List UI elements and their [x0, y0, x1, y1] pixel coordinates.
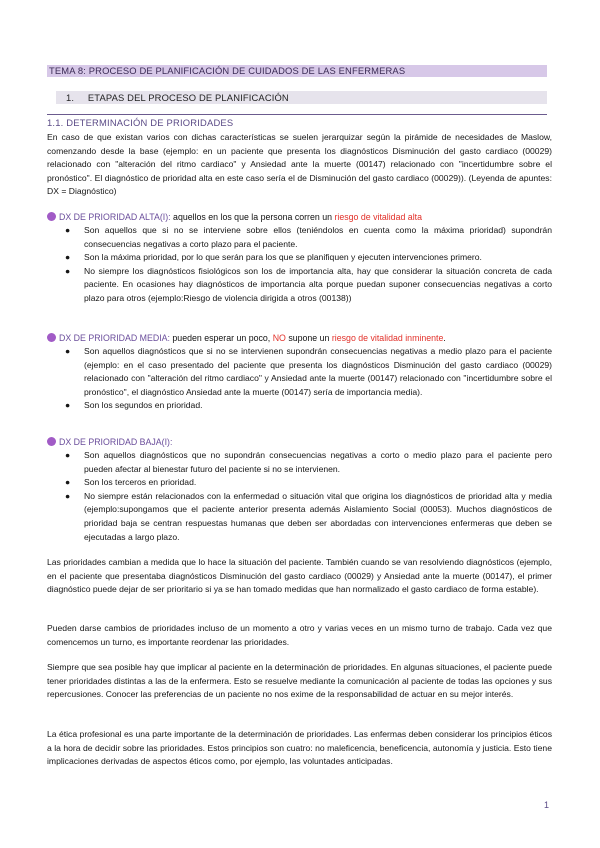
high-priority-title: DX DE PRIORIDAD ALTA(I):	[59, 212, 171, 222]
body-paragraph: Las prioridades cambian a medida que lo hace la situación del paciente. También cuando se van resolviendo diagnósticos (ejemplo, en el paciente que presentaba diagnósticos Disminución del gasto cardiaco (00029) y Ansiedad ante la muerte (00147), el primer diagnóstico puede dejar de ser prioritario si ya se han tomado medidas que han normalizado el gasto cardiaco de forma estable).	[47, 557, 552, 595]
bullet-icon: ●	[65, 450, 71, 460]
topic-title: TEMA 8: PROCESO DE PLANIFICACIÓN DE CUIDADOS DE LAS ENFERMERAS	[49, 65, 406, 76]
bullet-icon: ●	[65, 490, 71, 501]
medium-priority-heading	[47, 332, 552, 344]
high-priority-list	[47, 224, 552, 306]
topic-title-bar	[47, 65, 547, 77]
bullet-icon: ●	[65, 225, 71, 235]
list-item: ● Son los segundos en prioridad.	[47, 399, 552, 413]
list-item: ● Son aquellos que si no se interviene sobre ellos (teniéndolos en cuenta como la máxima prioridad) supondrán consecuencias negativas a corto plazo para el paciente.	[65, 225, 552, 249]
intro-paragraph: En caso de que existan varios con dichas características se suelen jerarquizar según la pirámide de necesidades de Maslow, comenzando desde la base (ejemplo: en un paciente que presenta los diagnósticos Disminución del gasto cardiaco (00029) relacionado con "alteración del ritmo cardiaco" y Ansiedad ante la muerte (00147) relacionado con "incertidumbre sobre el pronóstico". El diagnóstico de prioridad alta en este caso sería el de Disminución del gasto cardiaco (00029)). (Leyenda de apuntes: DX = Diagnóstico)	[47, 132, 552, 197]
medium-priority-no: NO	[272, 333, 286, 343]
purple-bullet-icon	[47, 437, 56, 446]
list-item: ● Son la máxima prioridad, por lo que serán para los que se planifiquen y ejecuten intervenciones primero.	[47, 251, 552, 265]
page-number: 1	[544, 800, 550, 810]
high-priority-description: aquellos en los que la persona corren un	[170, 212, 335, 222]
medium-priority-title: DX DE PRIORIDAD MEDIA:	[59, 333, 170, 343]
list-item: ● Son los terceros en prioridad.	[47, 476, 552, 490]
section-number: 1.	[66, 92, 75, 103]
section-title: ETAPAS DEL PROCESO DE PLANIFICACIÓN	[87, 92, 289, 103]
high-priority-highlight: riesgo de vitalidad alta	[334, 212, 422, 222]
medium-priority-list	[47, 345, 552, 413]
purple-bullet-icon	[47, 333, 56, 342]
low-priority-title: DX DE PRIORIDAD BAJA(I):	[59, 437, 173, 447]
high-priority-heading	[47, 211, 552, 223]
heading-underline	[47, 114, 547, 115]
body-paragraph: Siempre que sea posible hay que implicar al paciente en la determinación de prioridades. En algunas situaciones, el paciente puede tener prioridades distintas a las de la enfermera. Esto se resuelve mediante la comunicación al paciente de todas las opciones y sus repercusiones. Conocer las preferencias de un paciente no nos exime de la responsabilidad de actuar en su mejor interés.	[47, 662, 552, 700]
bullet-icon: ●	[65, 252, 71, 263]
section-heading-bar	[56, 91, 547, 104]
medium-priority-description: pueden esperar un poco,	[169, 333, 273, 343]
low-priority-heading	[47, 436, 552, 448]
medium-priority-highlight: riesgo de vitalidad inminente	[331, 333, 444, 343]
bullet-icon: ●	[65, 265, 71, 276]
bullet-icon: ●	[65, 400, 71, 411]
list-item: ● Son aquellos diagnósticos que si no se intervienen supondrán consecuencias negativas a medio plazo para el paciente (ejemplo: en el caso presentado del paciente que presenta los diagnósticos Disminución del gasto cardiaco (00029) relacionado con "alteración del ritmo cardiaco" y Ansiedad ante la muerte (00147) relacionado con "incertidumbre sobre el pronóstico", el diagnóstico Ansiedad ante la muerte (00147) sería de importancia media).	[65, 346, 552, 397]
purple-bullet-icon	[47, 212, 56, 221]
bullet-icon: ●	[65, 477, 71, 488]
medium-priority-description-2: supone un	[285, 333, 332, 343]
subsection-title: 1.1. DETERMINACIÓN DE PRIORIDADES	[47, 117, 234, 128]
list-item: ● No siempre los diagnósticos fisiológicos son los de importancia alta, hay que considerar la situación concreta de cada paciente. En ocasiones hay diagnósticos de importancia alta porque puedan suponer consecuencias negativas a corto plazo para otros (ejemplo:Riesgo de violencia dirigida a otros (00138))	[65, 265, 552, 303]
medium-priority-end: .	[443, 333, 446, 343]
list-item: ● Son aquellos diagnósticos que no supondrán consecuencias negativas a corto o medio plazo para el paciente pero pueden afectar al bienestar futuro del paciente si no se intervienen.	[65, 450, 552, 474]
low-priority-list	[47, 449, 552, 544]
body-paragraph: La ética profesional es una parte importante de la determinación de prioridades. Las enfermas deben considerar los principios éticos a la hora de decidir sobre las prioridades. Estos principios son cuatro: no maleficencia, beneficencia, autonomía y justicia. Esto tiene implicaciones derivadas de aspectos éticos como, por ejemplo, las voluntades anticipadas.	[47, 729, 552, 767]
list-item: ● No siempre están relacionados con la enfermedad o situación vital que origina los diagnósticos de prioridad alta y media (ejemplo:supongamos que el paciente anterior presenta además Aislamiento Social (00053). Muchos diagnósticos de prioridad baja se centran respuestas humanas que deben ser abordadas con intervenciones enfermeras que deben se ejecutadas a largo plazo.	[65, 490, 552, 542]
bullet-icon: ●	[65, 346, 71, 356]
body-paragraph: Pueden darse cambios de prioridades incluso de un momento a otro y varias veces en un mismo turno de trabajo. Cada vez que comencemos un turno, es importante reordenar las prioridades.	[47, 623, 552, 647]
